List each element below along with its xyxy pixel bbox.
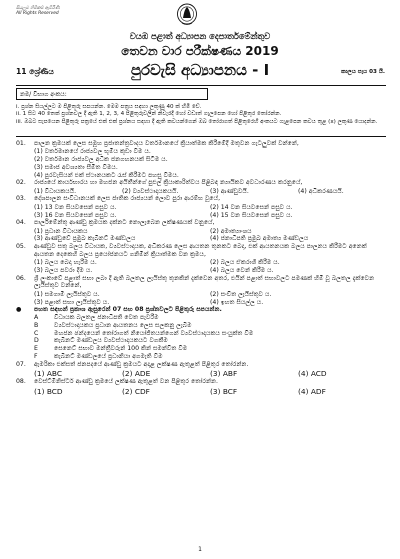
statement-letter: A — [34, 314, 39, 322]
statement-letter: C — [34, 329, 39, 337]
question-text: ශ්‍රී ලංකාවේ පළාත් සභා ලබා දී ඇති බලතල ලැයිස්තු තුනකින් දැක්වෙන අතර, එයින් පළාත් සභාවලට පමණක් හිමි වූ බලතල දැක්වෙන ලැයිස්තුව වන්නේ, — [34, 274, 375, 290]
option: (4) ADF — [298, 386, 326, 396]
bullet-icon: ● — [16, 306, 22, 314]
question-text: වෙස්ට්මිනිස්ටර් ආණ්ඩු ක්‍රමයේ ලක්ෂණ ඇතුළත් වන පිළිතුර තෝරන්න. — [34, 378, 219, 386]
option: (3) ABF — [210, 368, 238, 378]
page-number: 1 — [198, 545, 202, 553]
question-7 — [16, 361, 386, 379]
rights-notice — [16, 6, 60, 17]
option: (3) 16 වන සියවසෙන් පසුව ය. — [34, 211, 117, 219]
question-1 — [16, 140, 386, 179]
statement-text: ව්‍යවස්ථාදායකය ප්‍රධාන ආයතනය ලෙස සලකනු ලැබීම — [54, 321, 192, 329]
statement-row — [34, 322, 386, 330]
header-divider — [16, 85, 386, 86]
statement-list — [16, 314, 386, 361]
option: (4) ඉහත සියල්ල ය. — [210, 298, 264, 306]
question-6 — [16, 275, 386, 307]
option: (1) BCD — [34, 386, 63, 396]
option: (2) බලය ඒකරාශී කිරීම ය. — [210, 259, 280, 267]
option: (1) සමගාමී ලැයිස්තුව ය. — [34, 290, 100, 298]
statement-row — [34, 345, 386, 353]
option: (1) 13 වන සියවසෙන් පසුව ය. — [34, 203, 117, 211]
statement-row — [34, 337, 386, 345]
option: (3) BCF — [210, 386, 238, 396]
option: (1) ප්‍රධාන විධායකය — [34, 227, 88, 235]
statement-row — [34, 314, 386, 322]
option: (1) බලය බෙදා හැරීම ය. — [34, 259, 97, 267]
rights-line-sinhala: සියලුම හිමිකම් ඇවිරිණි — [16, 6, 60, 11]
option: (3) ආණ්ඩුවේ ප්‍රමුඛ කැබිනට් මණ්ඩලය — [34, 235, 136, 243]
option: (2) සංචිත ලැයිස්තුව ය. — [210, 290, 272, 298]
option: (1) වර්තමානයේ රාජ්‍යවල භූමිය කුඩා වීම ය. — [34, 148, 151, 156]
question-text: පාලන ක්‍රමයක් ලෙස සමූහ ප්‍රජාතන්ත්‍රවාදය වර්තමානයේ ක්‍රියාත්මක කිරීමේදී මතුවන ගැටලුවක් වන්නේ, — [34, 140, 299, 147]
question-number: 07. — [16, 360, 26, 368]
question-2 — [16, 179, 386, 195]
option: (3) පළාත් සභා ලැයිස්තුව ය. — [34, 298, 110, 306]
question-number: 02. — [16, 179, 26, 187]
statement-text: මහජන ඡන්දයෙන් තෝරාගත් නියෝජිතයන්ගෙන් ව්‍යවස්ථාදායකය සංයුක්ත වීම — [54, 329, 254, 337]
question-text: ආණ්ඩුව සතු බලය විධායක, ව්‍යවස්ථාදායක, අධිකරණ ලෙස ආයතන තුනකට බෙදා, එක් ආයතනයක බලය පාලනය කිරීමට අනෙක් ආයතන දෙකෙහි බලය ප්‍රයෝජනයට ගනිමින් ක්‍රියාත්මක වන ක්‍රමය, — [34, 243, 367, 258]
instruction-item: iii. ඔබට සැපයෙන පිළිතුරු පත්‍රයේ එක් එක් ප්‍රශ්නය සඳහා දී ඇති කවයන්ගෙන් ඔබ තෝරාගත් පිළිතුරෙහි අංකයට ගැළපෙන කවය තුළ (x) ලකුණ යොදන්න. — [16, 118, 378, 125]
statement-text: කැබිනට් මණ්ඩලය ව්‍යවස්ථාදායකයට වගකීම — [54, 337, 168, 345]
option: (2) ව්‍යවස්ථාදායකයයි. — [122, 187, 179, 195]
question-text: රාජ්‍යයේ කාර්යභාරය හා මහජන අයිතීන්ගේ පුළුල් ක්‍රියාකාරිත්වය පිළිබඳ න්‍යායිකව අවධාරණය කරනුයේ, — [34, 179, 303, 187]
option: (3) බලය පවරා දීම ය. — [34, 266, 93, 274]
option: (2) ADE — [122, 368, 151, 378]
statement-text: කැබිනට් මණ්ඩලයේ ප්‍රධානියා අගමැති වීම — [54, 352, 163, 360]
option: (4) ජනාධිපති ප්‍රමුඛ අමාත්‍ය මණ්ඩලය — [210, 235, 309, 243]
provincial-emblem-icon — [176, 3, 198, 27]
option: (4) අධිකරණයයි. — [298, 187, 344, 195]
rights-line-english: All Rights Reserved — [16, 11, 59, 17]
exam-title: තෙවන වාර පරීක්ෂණය 2019 — [121, 44, 279, 58]
option: (4) 15 වන සියවසෙන් පසුව ය. — [210, 211, 293, 219]
time-allowed: කාලය පැය 03 යි. — [341, 69, 385, 75]
instruction-item: i. ප්‍රශ්න සියල්ලට ම පිළිතුරු සපයන්න. මෙම පත්‍රය සඳහා ලකුණු 40 ක් හිමි වේ. — [16, 104, 202, 110]
instructions-divider — [16, 136, 386, 137]
question-list — [16, 140, 386, 396]
instruction-item: ii. 1 සිට 40 තෙක් ප්‍රශ්නවල දී ඇති 1, 2, 3, 4 පිළිතුරුවලින් නිවැරදි හෝ වඩාත් ගැලපෙන හෝ පිළිතුර තෝරන්න. — [16, 111, 282, 118]
statement-letter: E — [34, 345, 38, 353]
question-3 — [16, 195, 386, 219]
statement-text: සෙනෙට් සභාව මන්ත්‍රීවරුන් 100 කින් සමන්විත වීම — [54, 345, 188, 353]
name-index-label: නම/ විභාග අංකය: — [20, 91, 67, 98]
option: (2) CDF — [122, 386, 150, 396]
question-number: 05. — [16, 243, 26, 251]
question-number: 04. — [16, 219, 26, 227]
question-text: ඇමරිකා එක්සත් ජනපදයේ ආණ්ඩු ක්‍රමයට අදාළ ලක්ෂණ ඇතුළත් පිළිතුර තෝරන්න. — [34, 360, 249, 368]
option: (4) බලය වෙන් කිරීම ය. — [210, 266, 274, 274]
statement-text: විධායක බලතල ජනාධිපති වෙත පැවරීම — [54, 314, 159, 322]
statement-row — [34, 353, 386, 361]
department-title: වයඹ පළාත් අධ්‍යාපන දෙපාර්තමේන්තුව — [129, 31, 271, 41]
option: (4) පුරවැසියන් එක් ස්ථානයකට රැස් කිරීමට පහසු වීමය. — [34, 171, 179, 179]
question-8 — [16, 378, 386, 396]
statements-intro — [16, 306, 386, 314]
grade-label: 11 ශ්‍රේණිය — [16, 67, 54, 76]
option: (2) 14 වන සියවසෙන් පසුව ය. — [210, 203, 293, 211]
statement-letter: B — [34, 321, 39, 329]
question-number: 03. — [16, 195, 26, 203]
option: (2) අමාත්‍යාංශය — [210, 227, 252, 235]
option: (2) වර්තමාන රාජ්‍යවල අධික ජනගහනයක් සිටීම ය. — [34, 156, 168, 164]
statement-letter: F — [34, 352, 38, 360]
statements-intro-text: පහත සඳහන් ප්‍රකාශ ඇසුරෙන් 07 සහ 08 ප්‍රශ්නවලට පිළිතුරු සපයන්න. — [34, 306, 222, 314]
question-number: 06. — [16, 274, 26, 282]
question-number: 08. — [16, 378, 26, 386]
instructions — [16, 104, 386, 126]
option: (4) ACD — [298, 368, 327, 378]
option: (3) සමාජ අවශ්‍යතා සීමිත වීමය. — [34, 163, 118, 171]
name-index-box[interactable] — [16, 88, 208, 100]
option: (1) ABC — [34, 368, 62, 378]
subject-title: පුරවැසි අධ්‍යාපනය - I — [130, 61, 270, 79]
question-5 — [16, 243, 386, 275]
question-4 — [16, 219, 386, 243]
statement-letter: D — [34, 337, 39, 345]
option: (3) ආණ්ඩුවයි. — [210, 187, 249, 195]
question-number: 01. — [16, 140, 26, 147]
option: (1) විධායකයයි. — [34, 187, 77, 195]
question-text: දේශපාලන සංවිධානයක් ලෙස ජාතික රාජ්‍යයන් ලොව පුරා ආරම්භ වූයේ, — [34, 195, 221, 203]
question-text: පාර්ලිමේන්තු ආණ්ඩු ක්‍රමයක දක්නට නොලැබෙන ලක්ෂණයක් වනුයේ, — [34, 219, 215, 227]
